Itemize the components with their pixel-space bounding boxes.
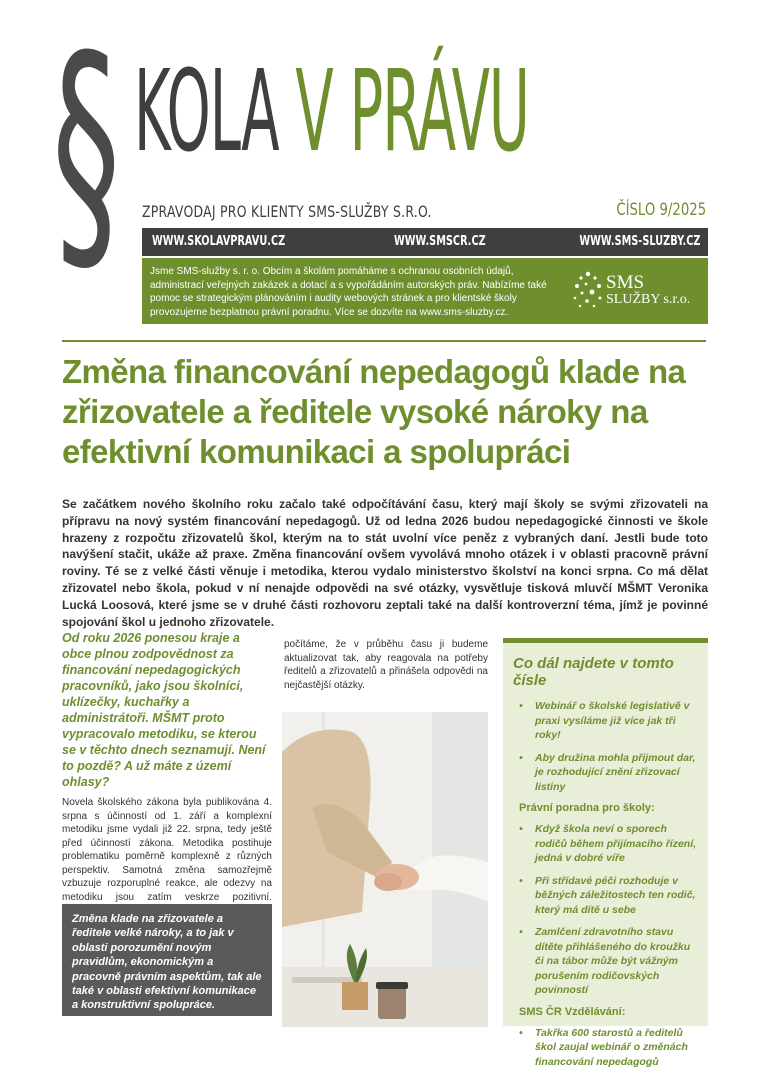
sidebar-section-poradna: Právní poradna pro školy:	[519, 802, 655, 814]
sidebar-section-vzdelavani: SMS ČR Vzdělávání:	[519, 1005, 626, 1018]
sidebar-contents	[503, 638, 708, 1068]
sidebar-list-top	[513, 699, 698, 794]
sidebar-item[interactable]: • Aby družina mohla přijmout dar, je rozhodující znění zřizovací listiny	[513, 751, 698, 795]
interview-answer-mid: počítáme, že v průběhu času ji budeme aktualizovat tak, aby reagovala na potřeby ředitelů a zřizovatelů a přinášela odpovědi na nejčastější otázky.	[284, 639, 488, 691]
interview-answer-left: Novela školského zákona byla publikována 4. srpna s účinností od 1. září a komplexní metodiku jsme vydali již 22. srpna, tedy ještě před účinností zákona. Metodika postihuje problematiku poměrně komplexně z různých perspektiv. Samotná změna samozřejmě vzbuzuje rozporuplné reakce, ale odezvy na metodiku jsou zatím veskrze pozitivní.	[62, 797, 272, 903]
pull-quote: Změna klade na zřizovatele a ředitele velké nároky, a to jak v oblasti porozumění novým pravidlům, ekonomickým a pracovně právním aspektům, tak ale také v oblasti efektivní komunikace a konstruktivní spolupráce.	[72, 913, 262, 1012]
sms-sluzby-logo	[572, 268, 702, 314]
header-divider	[62, 340, 706, 342]
article-lead: Se začátkem nového školního roku začalo také odpočítávání času, který mají školy se svými zřizovateli na přípravu na nový systém financování nepedagogů. Už od ledna 2026 budou nepedagogické činnosti ve škole hrazeny z rozpočtu zřizovatelů škol, kterým na to stát uvolní více peněz z vybraných daní. Jestli bude toto navýšení stačit, ukáže až praxe. Změna financování ovšem vyvolává mnoho otázek i v oblasti pracovně právní roviny. Té se z velké části věnuje i metodika, kterou vydalo ministerstvo školství na konci srpna. Co má dělat zřizovatel nebo škola, pokud v ní nenajde odpovědi na své otázky, vysvětluje tisková mluvčí MŠMT Veronika Lucká Loosová, které jsme se v druhé části rozhovoru zeptali také na další kontroverzní téma, jímž je povinné spojování škol u jednoho zřizovatele.	[62, 497, 708, 629]
sidebar-title: Co dál najdete v tomto čísle	[513, 655, 674, 689]
about-bar	[142, 258, 708, 324]
sidebar-item[interactable]: • Zamlčení zdravotního stavu dítěte přihlášeného do kroužku či na tábor může být vážným porušením rodičovských povinností	[513, 925, 698, 998]
sidebar-item[interactable]: • Webinář o školské legislativě v praxi vysíláme již více jak tři roky!	[513, 699, 698, 743]
pull-quote-box	[62, 904, 272, 1016]
handshake-photo	[282, 712, 488, 1027]
logo-sluzby: SLUŽBY s.r.o.	[606, 292, 691, 307]
logo-dots-icon	[572, 268, 606, 314]
interview-question: Od roku 2026 ponesou kraje a obce plnou zodpovědnost za financování nepedagogických pracovníků, jako jsou školníci, uklízečky, kuchařky a administrátoři. MŠMT proto vypracovalo metodiku, se kterou se v těchto dnech seznamují. Není to pozdě? A už máte z území ohlasy?	[62, 631, 266, 789]
left-column	[62, 630, 272, 918]
sidebar-item[interactable]: • Při střídavé péči rozhoduje v běžných záležitostech ten rodič, který má dítě u sebe	[513, 874, 698, 918]
issue-number: ČÍSLO 9/2025	[616, 200, 706, 220]
sidebar-list-mid	[513, 822, 698, 998]
section-sign-logo: §	[52, 0, 121, 305]
newsletter-title	[134, 47, 529, 177]
link-skolavpravu[interactable]: WWW.SKOLAVPRAVU.CZ	[152, 234, 286, 249]
links-bar	[142, 228, 708, 256]
link-smscr[interactable]: WWW.SMSCR.CZ	[394, 234, 486, 249]
article-headline: Změna financování nepedagogů klade na zřizovatele a ředitele vysoké nároky na efektivní komunikaci a spolupráci	[62, 353, 686, 470]
handshake-illustration	[282, 712, 488, 1027]
link-sms-sluzby[interactable]: WWW.SMS-SLUZBY.CZ	[578, 234, 700, 249]
sidebar-item[interactable]: • Když škola neví o sporech rodičů během přijímacího řízení, jedná v dobré víře	[513, 822, 698, 866]
sidebar-item[interactable]: • Takřka 600 starostů a ředitelů škol zaujal webinář o změnách financování nepedagogů	[513, 1026, 698, 1070]
sidebar-list-bottom	[513, 1026, 698, 1070]
about-text: Jsme SMS-služby s. r. o. Obcím a školám pomáháme s ochranou osobních údajů, administrací veřejných zakázek a dotací a s vypořádáním autorských práv. Nabízíme také pomoc se strategickým plánováním i audity webových stránek a pro klientské školy provozujeme bezplatnou právní poradnu. Více se dozvíte na www.sms-sluzby.cz.	[150, 266, 547, 318]
title-v-pravu: V PRÁVU	[295, 47, 529, 177]
newsletter-subtitle: ZPRAVODAJ PRO KLIENTY SMS-SLUŽBY S.R.O.	[142, 202, 432, 221]
title-kola: KOLA	[134, 47, 279, 177]
logo-sms: SMS	[606, 272, 645, 293]
